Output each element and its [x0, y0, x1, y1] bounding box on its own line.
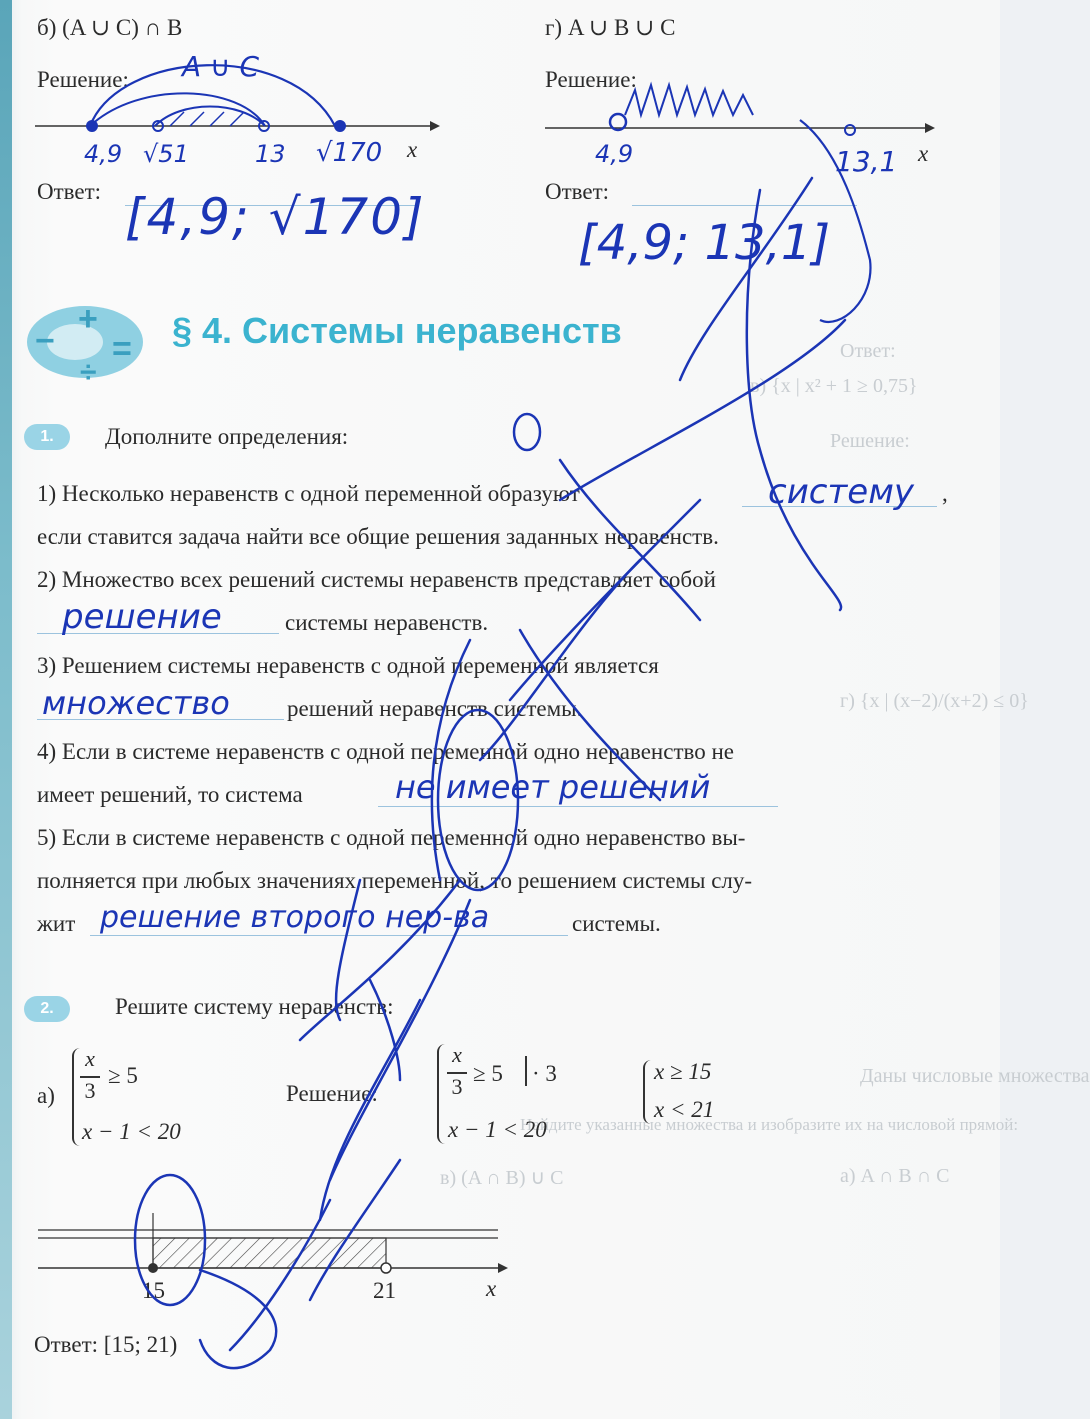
top-left-solution-label: Решение:	[37, 67, 129, 92]
hw-def3: множество	[42, 684, 230, 722]
system2-frac-den: 3	[451, 1074, 463, 1099]
top-right-answer-label: Ответ:	[545, 179, 610, 204]
def4-line1: 4) Если в системе неравенств с одной переменной одно неравенство не	[37, 739, 734, 764]
ghost-sets-2: Найдите указанные множества и изобразите их на числовой прямой:	[520, 1115, 1019, 1134]
hw-def1: систему	[768, 472, 914, 512]
hw-top-left-answer: [4,9; √170]	[125, 188, 426, 246]
ghost-a: а) A ∩ B ∩ C	[840, 1165, 950, 1187]
system2-frac-num: x	[452, 1042, 462, 1067]
system3-line2: x < 21	[654, 1097, 715, 1122]
top-right-solution-label: Решение:	[545, 67, 637, 92]
top-left-axis-x: x	[407, 137, 418, 162]
system3-line1: x ≥ 15	[654, 1059, 712, 1084]
ghost-task-g: г) {x | (x−2)/(x+2) ≤ 0}	[840, 690, 1029, 712]
ghost-answer-1: Ответ:	[840, 340, 896, 362]
hw-mark-sqrt170: √170	[316, 138, 383, 168]
ghost-v: в) (A ∩ B) ∪ C	[440, 1167, 564, 1189]
section-title: § 4. Системы неравенств	[172, 310, 622, 351]
system1-line2: x − 1 < 20	[82, 1119, 181, 1144]
def2-line2: системы неравенств.	[285, 610, 489, 635]
hw-def5: решение второго нер-ва	[100, 900, 490, 935]
ghost-task-v: в) {x | x² + 1 ≥ 0,75}	[750, 375, 918, 397]
task2-solution-label: Решение:	[286, 1081, 378, 1106]
svg-text:+: +	[78, 300, 98, 338]
hw-mark-4-9-right: 4,9	[595, 140, 634, 168]
axis-tick-15: 15	[142, 1278, 165, 1303]
ghost-sets: Даны числовые множества	[860, 1065, 1090, 1087]
hw-mark-4-9: 4,9	[84, 140, 123, 168]
task1-number-badge: 1.	[24, 424, 70, 450]
def2-line1: 2) Множество всех решений системы неравенств представляет собой	[37, 567, 716, 592]
hw-def2: решение	[62, 597, 222, 637]
system2-mult: · 3	[532, 1061, 557, 1086]
svg-text:−: −	[35, 322, 55, 360]
def1-line2: если ставится задача найти все общие решения заданных неравенств.	[37, 524, 719, 549]
def4-line2: имеет решений, то система	[37, 782, 303, 807]
svg-text:=: =	[112, 330, 132, 368]
hw-mark-sqrt51: √51	[143, 140, 189, 168]
ghost-solution-1: Решение:	[830, 430, 910, 452]
def1-comma: ,	[942, 481, 948, 506]
system2-rel: ≥ 5	[473, 1061, 503, 1086]
def1-line1: 1) Несколько неравенств с одной переменной образуют	[37, 481, 580, 506]
system1-frac-num: x	[85, 1046, 95, 1071]
top-left-answer-label: Ответ:	[37, 179, 102, 204]
task1-prompt: Дополните определения:	[105, 424, 349, 449]
system2-line2: x − 1 < 20	[448, 1117, 547, 1142]
hw-arc-label: A ∪ C	[182, 50, 259, 83]
def5-line2: полняется при любых значениях переменной, то решением системы слу-	[37, 868, 753, 893]
hw-def4: не имеет решений	[395, 768, 711, 806]
task2-axis-x: x	[486, 1276, 497, 1301]
system1-frac-den: 3	[84, 1078, 96, 1103]
hw-mark-13: 13	[255, 140, 286, 168]
def5-line3a: жит	[37, 911, 76, 936]
task2-number-badge: 2.	[24, 996, 70, 1022]
top-right-axis-x: x	[918, 141, 929, 166]
top-right-header: г) A ∪ B ∪ C	[545, 15, 676, 40]
task2-part-label: а)	[37, 1083, 55, 1108]
def5-line1: 5) Если в системе неравенств с одной переменной одно неравенство вы-	[37, 825, 746, 850]
hw-mark-13-1: 13,1	[835, 145, 898, 178]
hw-top-right-answer: [4,9; 13,1]	[578, 215, 831, 271]
def5-line3b: системы.	[572, 911, 661, 936]
axis-tick-21: 21	[373, 1278, 396, 1303]
def3-line1: 3) Решением системы неравенств с одной переменной является	[37, 653, 659, 678]
task2-answer: Ответ: [15; 21)	[34, 1332, 178, 1357]
def3-line2: решений неравенств системы.	[287, 696, 583, 721]
top-left-header: б) (A ∪ C) ∩ B	[37, 15, 183, 40]
task2-prompt: Решите систему неравенств:	[115, 994, 394, 1019]
svg-text:÷: ÷	[80, 356, 97, 389]
system1-rel: ≥ 5	[108, 1063, 138, 1088]
